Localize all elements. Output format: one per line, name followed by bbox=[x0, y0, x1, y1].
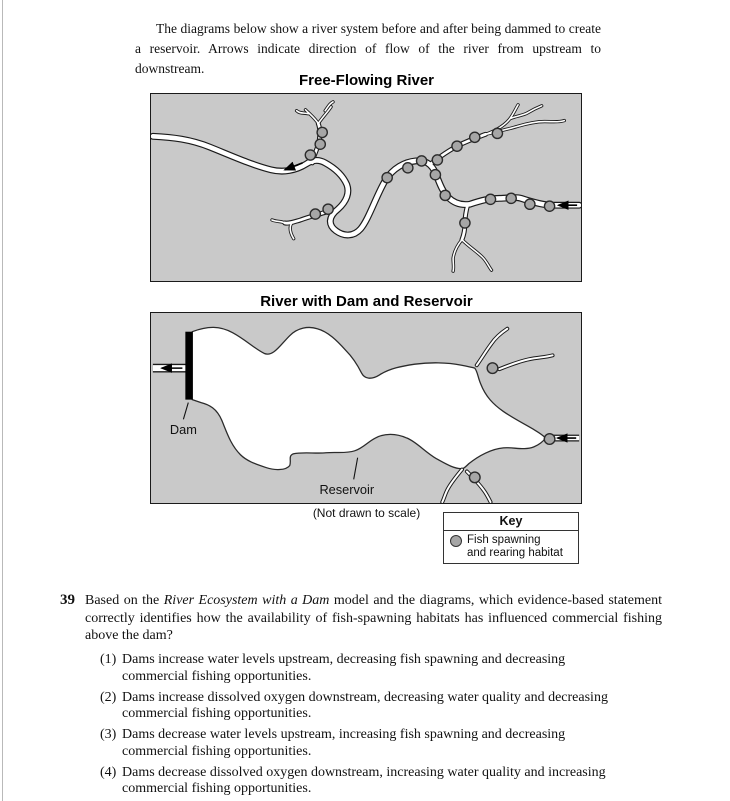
page-edge-line bbox=[2, 0, 3, 801]
option-text: Dams decrease dissolved oxygen downstream, increasing water quality and increasing commercial fishing opportunities. bbox=[122, 764, 606, 796]
fish-habitat-marker bbox=[382, 173, 392, 183]
fish-habitat-marker bbox=[317, 127, 327, 137]
fish-habitat-marker bbox=[470, 132, 480, 142]
fish-habitat-marker bbox=[305, 150, 315, 160]
fish-habitat-marker bbox=[432, 155, 442, 165]
fish-habitat-marker bbox=[310, 209, 320, 219]
free-flowing-river-svg bbox=[151, 94, 581, 281]
key-title: Key bbox=[444, 513, 578, 531]
option-4 bbox=[100, 765, 640, 798]
question-39 bbox=[60, 592, 662, 645]
figure-2-title: River with Dam and Reservoir bbox=[260, 293, 473, 310]
tributary-tips-outline bbox=[272, 102, 564, 271]
dam-reservoir-svg bbox=[151, 313, 581, 503]
reservoir-shape bbox=[192, 327, 545, 469]
option-text: Dams increase dissolved oxygen downstream, decreasing water quality and decreasing commercial fishing opportunities. bbox=[122, 689, 608, 721]
option-1 bbox=[100, 652, 640, 685]
fish-habitat-marker bbox=[544, 434, 555, 445]
fish-habitat-marker bbox=[430, 170, 440, 180]
fish-habitat-marker bbox=[416, 156, 426, 166]
fish-habitat-marker bbox=[469, 472, 480, 483]
tributary-tips-water bbox=[272, 102, 564, 271]
habitat-legend-marker-icon bbox=[450, 535, 462, 547]
fish-habitat-marker bbox=[460, 218, 470, 228]
fish-habitat-marker bbox=[544, 201, 554, 211]
fish-habitat-marker bbox=[323, 204, 333, 214]
question-text: Based on the River Ecosystem with a Dam model and the diagrams, which evidence-based statement correctly identifies how the availability of fish-spawning habitats has influenced commercial fishing above the dam? bbox=[85, 593, 663, 643]
fish-habitat-marker bbox=[485, 194, 495, 204]
free-flowing-river-diagram bbox=[150, 93, 582, 282]
figure-1-title: Free-Flowing River bbox=[298, 72, 435, 89]
reservoir-pointer-line bbox=[354, 458, 358, 480]
key-box bbox=[443, 512, 579, 564]
dam-label: Dam bbox=[169, 422, 197, 438]
fish-habitat-marker bbox=[487, 363, 498, 374]
answer-options bbox=[100, 652, 640, 801]
option-number: (4) bbox=[100, 764, 117, 780]
fish-habitat-marker bbox=[525, 199, 535, 209]
option-text: Dams decrease water levels upstream, increasing fish spawning and decreasing commercial fishing opportunities. bbox=[122, 727, 566, 759]
fish-habitat-marker bbox=[452, 141, 462, 151]
dam-wall bbox=[185, 332, 192, 400]
fish-habitat-marker bbox=[506, 193, 516, 203]
option-number: (1) bbox=[100, 652, 117, 667]
option-3 bbox=[100, 727, 640, 760]
fish-habitat-marker bbox=[403, 163, 413, 173]
option-number: (3) bbox=[100, 727, 117, 742]
intro-paragraph: The diagrams below show a river system before and after being dammed to create a reservoir. Arrows indicate direction of flow of the river from upstream to downstream. bbox=[135, 20, 601, 76]
scale-note: (Not drawn to scale) bbox=[312, 506, 421, 520]
option-text: Dams increase water levels upstream, decreasing fish spawning and decreasing commercial fishing opportunities. bbox=[122, 652, 566, 684]
question-text-italic: River Ecosystem with a Dam bbox=[163, 593, 330, 608]
fish-habitat-marker bbox=[492, 128, 502, 138]
key-item bbox=[444, 531, 578, 563]
river-channels bbox=[153, 102, 579, 271]
dam-reservoir-diagram bbox=[150, 312, 582, 504]
question-number: 39 bbox=[60, 592, 75, 608]
reservoir-label: Reservoir bbox=[319, 482, 375, 498]
option-2 bbox=[100, 690, 640, 723]
key-item-text: Fish spawning and rearing habitat bbox=[467, 534, 563, 559]
option-number: (2) bbox=[100, 689, 117, 705]
main-river-water bbox=[153, 136, 579, 235]
fish-habitat-marker bbox=[440, 190, 450, 200]
dam-pointer-line bbox=[183, 403, 188, 420]
fish-habitat-marker bbox=[315, 139, 325, 149]
